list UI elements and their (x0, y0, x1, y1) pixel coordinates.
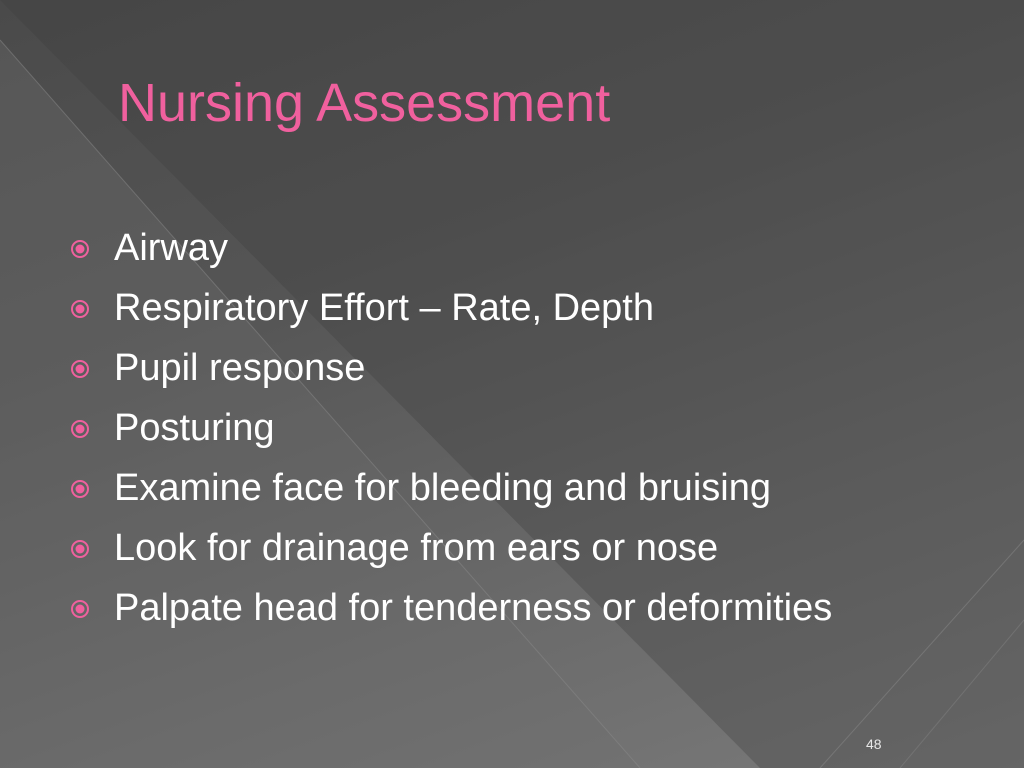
radio-target-icon (70, 419, 90, 439)
bullet-text: Posturing (114, 407, 275, 449)
bullet-text: Examine face for bleeding and bruising (114, 467, 771, 509)
bullet-text: Pupil response (114, 347, 366, 389)
radio-target-icon (70, 599, 90, 619)
slide-number: 48 (866, 736, 882, 752)
radio-target-icon (70, 239, 90, 259)
bullet-item (70, 578, 950, 636)
slide-title: Nursing Assessment (118, 73, 611, 133)
radio-target-icon (70, 539, 90, 559)
bullet-item (70, 458, 950, 518)
radio-target-icon (70, 299, 90, 319)
bullet-text: Palpate head for tenderness or deformities (114, 587, 833, 629)
bullet-text: Respiratory Effort – Rate, Depth (114, 287, 654, 329)
radio-target-icon (70, 359, 90, 379)
radio-target-icon (70, 479, 90, 499)
bullet-text: Airway (114, 227, 229, 269)
bullet-item (70, 518, 950, 578)
bullet-item (70, 218, 950, 278)
bullet-item (70, 278, 950, 338)
bullet-text: Look for drainage from ears or nose (114, 527, 719, 569)
bullet-list (70, 218, 950, 636)
bullet-item (70, 338, 950, 398)
bullet-item (70, 398, 950, 458)
